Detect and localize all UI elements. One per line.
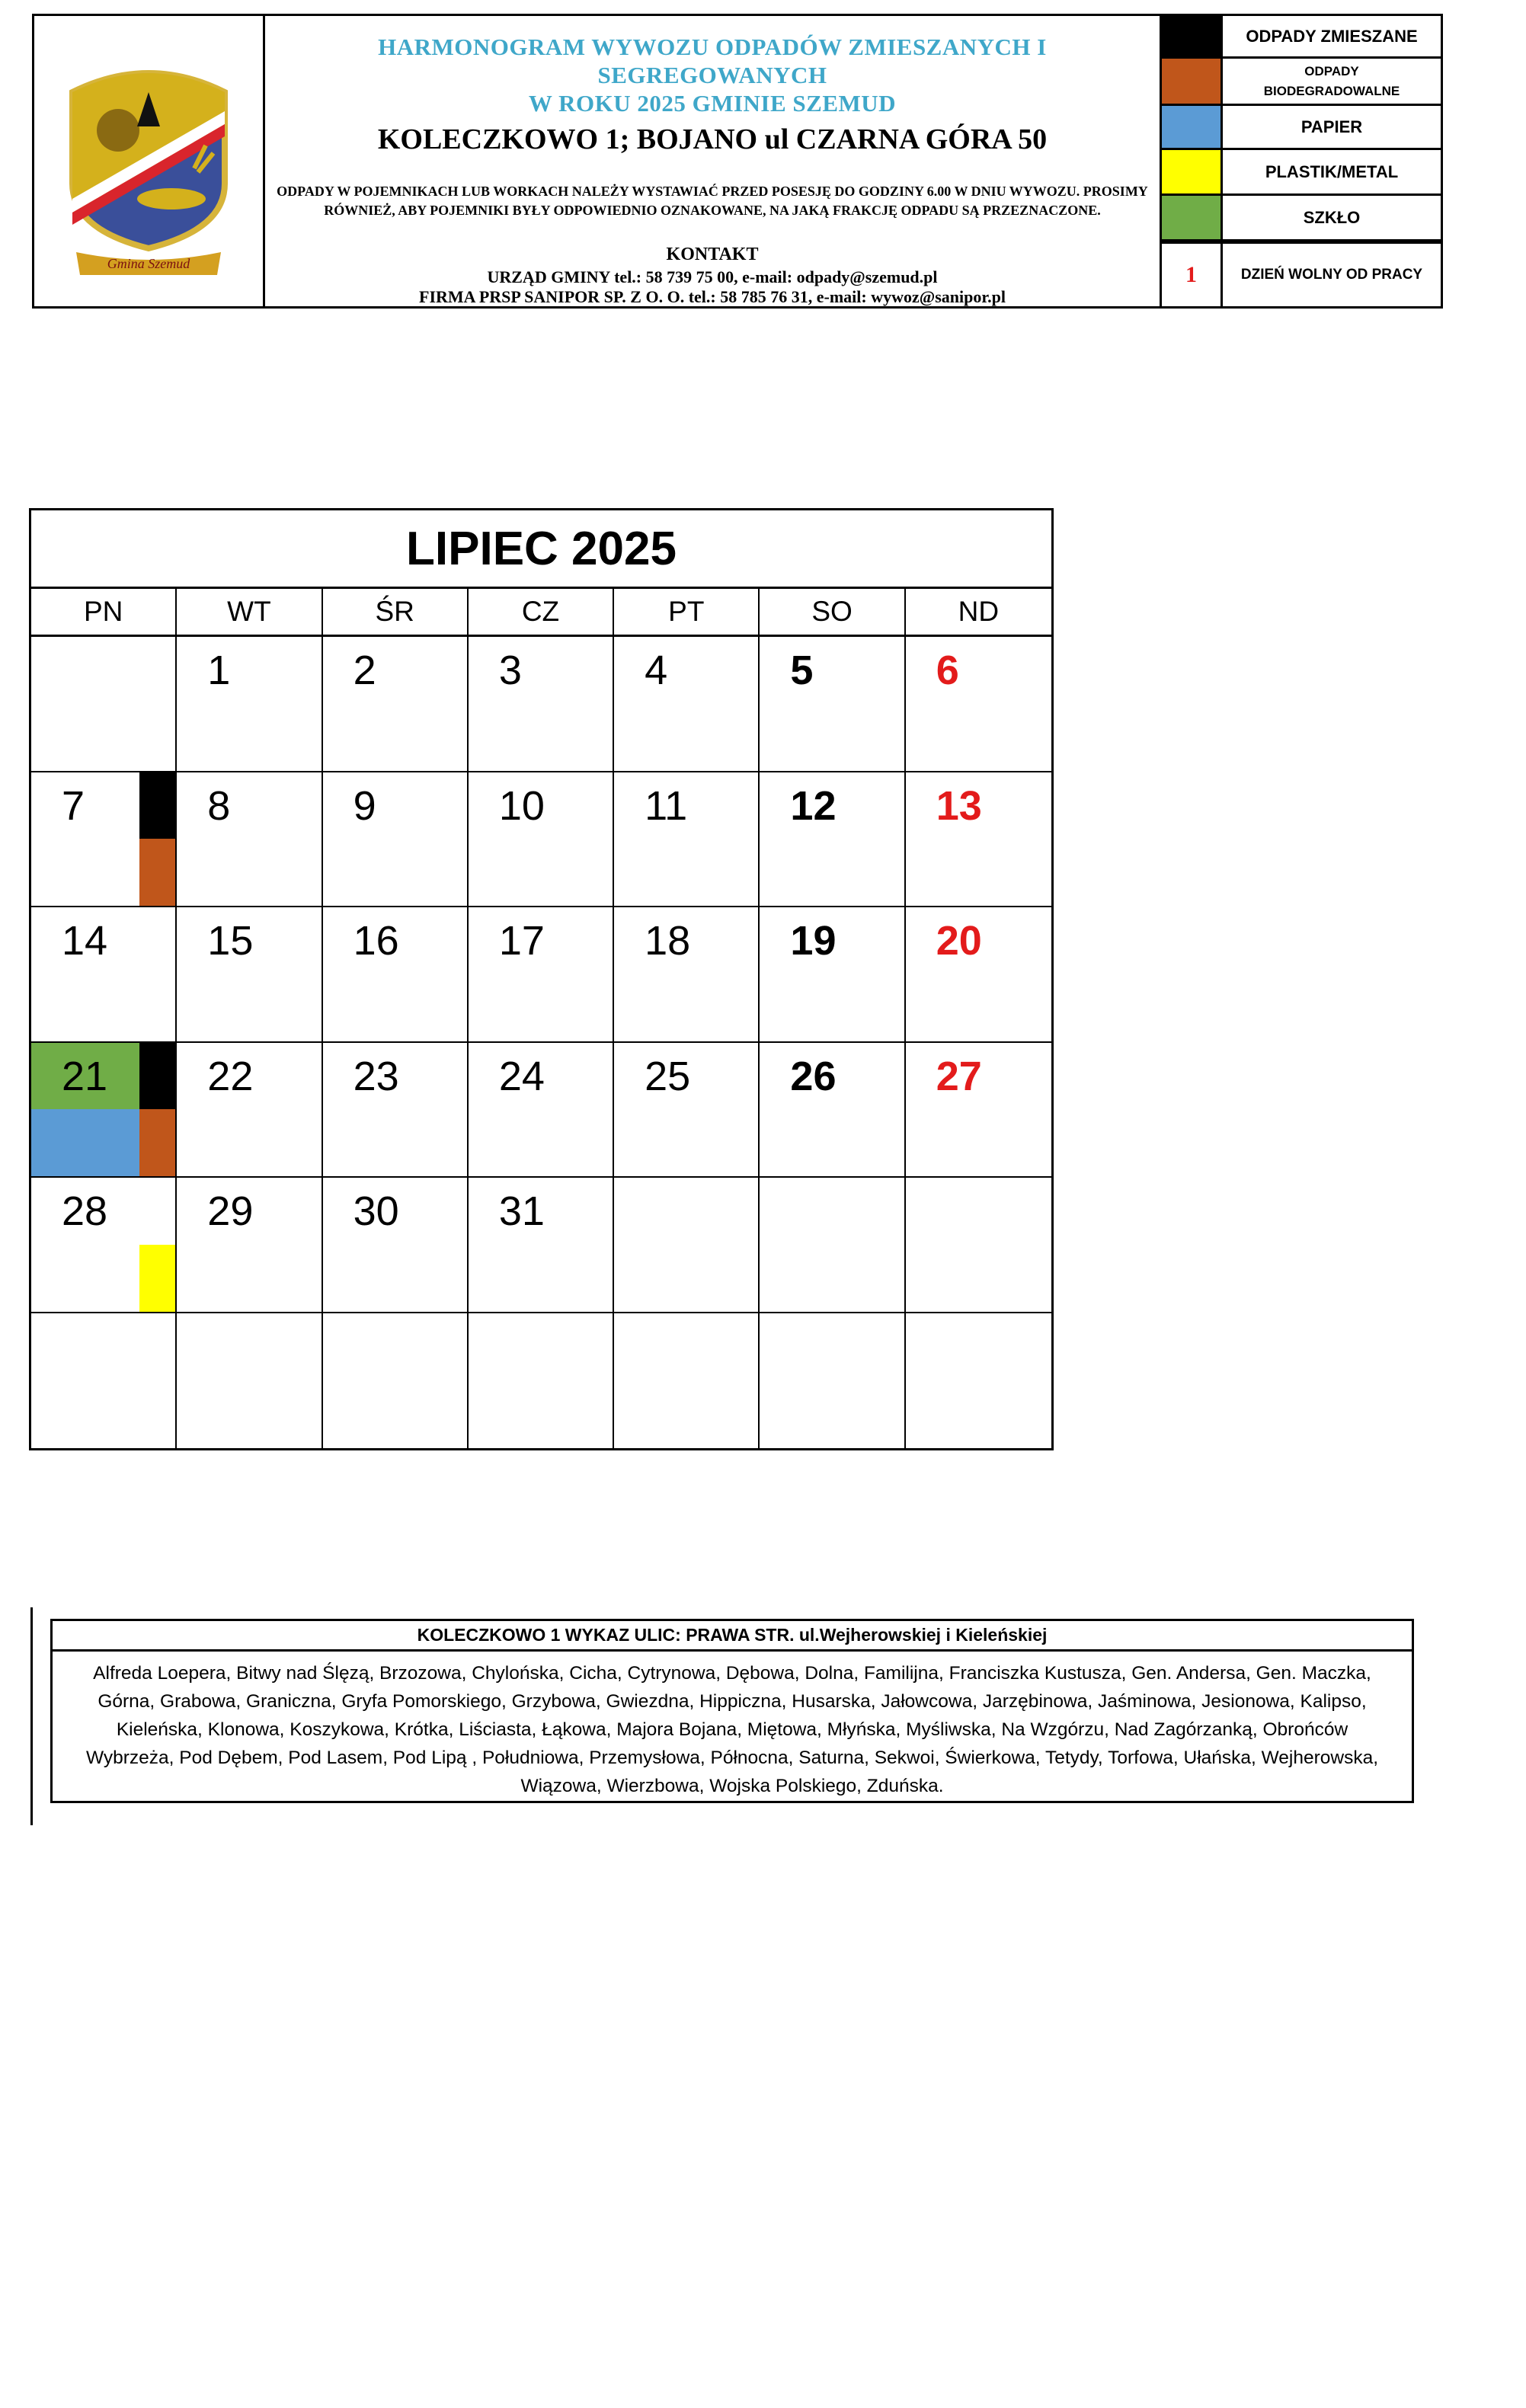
logo-banner-text: Gmina Szemud [107, 256, 190, 271]
day-number: 8 [207, 782, 231, 829]
calendar-day-cell [469, 907, 614, 1043]
calendar-day-cell [31, 637, 177, 772]
calendar-day-cell [177, 1043, 322, 1178]
calendar-day-cell [906, 637, 1051, 772]
calendar-day-cell [760, 772, 905, 908]
calendar-day-cell [177, 907, 322, 1043]
legend-label: PLASTIK/METAL [1265, 161, 1399, 181]
day-number: 4 [645, 648, 668, 693]
calendar-day-cell [760, 1043, 905, 1178]
calendar-day-cell [760, 907, 905, 1043]
gmina-szemud-coat-of-arms [57, 39, 240, 275]
calendar-day-cell [760, 637, 905, 772]
weekday-header [31, 589, 1051, 637]
calendar-day-cell [323, 1043, 469, 1178]
bio-collection-mark [139, 1109, 175, 1176]
legend-row [1162, 16, 1441, 59]
title-cell [265, 16, 1162, 306]
calendar-day-cell [469, 772, 614, 908]
location-title: KOLECZKOWO 1; BOJANO ul CZARNA GÓRA 50 [377, 123, 1048, 155]
legend-label: SZKŁO [1303, 207, 1361, 227]
calendar-day-cell [177, 1313, 322, 1449]
calendar-day-cell [614, 637, 760, 772]
legend-swatch-paper [1162, 106, 1223, 148]
calendar-day-cell [760, 1313, 905, 1449]
calendar-day-cell [614, 772, 760, 908]
legend-swatch-mixed [1162, 16, 1223, 56]
day-number: 28 [62, 1188, 108, 1234]
day-number: 31 [498, 1188, 545, 1234]
calendar-day-cell [614, 1043, 760, 1178]
legend-row [1162, 106, 1441, 150]
calendar-day-cell [177, 772, 322, 908]
schedule-title-line1: HARMONOGRAM WYWOZU ODPADÓW ZMIESZANYCH I SEGREGOWANYCH [378, 34, 1047, 88]
calendar-day-cell [323, 907, 469, 1043]
weekday-label: ŚR [323, 589, 469, 635]
contact-office: URZĄD GMINY tel.: 58 739 75 00, e-mail: odpady@szemud.pl [487, 267, 938, 286]
streets-left-frame [30, 1607, 50, 1825]
calendar-day-cell [906, 1043, 1051, 1178]
day-number: 24 [498, 1053, 545, 1099]
calendar-day-cell [31, 1313, 177, 1449]
legend-swatch-bio [1162, 59, 1223, 104]
calendar-day-cell [323, 772, 469, 908]
weekday-label: WT [177, 589, 322, 635]
day-number: 7 [62, 782, 85, 829]
legend-label: ODPADY ZMIESZANE [1246, 26, 1418, 46]
calendar-day-cell [906, 1178, 1051, 1313]
day-number: 13 [936, 782, 982, 829]
day-number: 23 [353, 1053, 399, 1099]
legend-holiday-marker: 1 [1162, 244, 1223, 306]
weekday-label: SO [760, 589, 905, 635]
calendar-day-cell [906, 772, 1051, 908]
calendar-day-cell [31, 907, 177, 1043]
calendar-day-cell [323, 1313, 469, 1449]
calendar-grid [31, 637, 1051, 1448]
instruction-note: ODPADY W POJEMNIKACH LUB WORKACH NALEŻY WYSTAWIAĆ PRZED POSESJĘ DO GODZINY 6.00 W DNIU WYWOZU. PROSIMY RÓWNIEŻ, ABY POJEMNIKI BYŁY ODPOWIEDNIO OZNAKOWANE, NA JAKĄ FRAKCJĘ ODPADU SĄ PRZEZNACZONE. [277, 184, 1148, 218]
day-number: 21 [62, 1053, 108, 1099]
day-number: 27 [936, 1053, 982, 1099]
weekday-label: CZ [469, 589, 614, 635]
calendar-day-cell [323, 637, 469, 772]
calendar-day-cell [614, 1178, 760, 1313]
mixed-collection-mark [139, 1043, 175, 1110]
day-number: 19 [790, 918, 837, 964]
calendar-day-cell [177, 1178, 322, 1313]
legend [1162, 16, 1441, 306]
logo-cell [34, 16, 265, 306]
legend-label: DZIEŃ WOLNY OD PRACY [1240, 267, 1423, 283]
streets-list: Alfreda Loepera, Bitwy nad Ślęzą, Brzozowa, Chylońska, Cicha, Cytrynowa, Dębowa, Dolna, Familijna, Franciszka Kustusza, Gen. Andersa, Gen. Maczka, Górna, Grabowa, Graniczna, Gryfa Pomorskiego, Grzybowa, Gwiezdna, Hippiczna, Husarska, Jałowcowa, Jarzębinowa, Jaśminowa, Jesionowa, Kalipso, Kieleńska, Klonowa, Koszykowa, Krótka, Liściasta, Łąkowa, Majora Bojana, Miętowa, Młyńska, Myśliwska, Na Wzgórzu, Nad Zagórzanką, Obrońców Wybrzeża, Pod Dębem, Pod Lasem, Pod Lipą , Południowa, Przemysłowa, Północna, Saturna, Sekwoi, Świerkowa, Tetydy, Torfowa, Ułańska, Wejherowska, Wiązowa, Wierzbowa, Wojska Polskiego, Zduńska. [85, 1663, 1379, 1796]
day-number: 20 [936, 918, 982, 964]
paper-collection-mark [31, 1109, 139, 1176]
bio-collection-mark [139, 839, 175, 906]
day-number: 9 [353, 782, 376, 829]
calendar-day-cell [177, 637, 322, 772]
contact-heading: KONTAKT [666, 245, 759, 264]
schedule-title-line2: W ROKU 2025 GMINIE SZEMUD [528, 90, 897, 117]
weekday-label: ND [958, 596, 1000, 627]
legend-swatch-plastic [1162, 150, 1223, 193]
day-number: 1 [207, 648, 231, 693]
calendar-day-cell [469, 637, 614, 772]
legend-row [1162, 150, 1441, 196]
day-number: 12 [790, 782, 837, 829]
weekday-label: PT [614, 589, 760, 635]
legend-swatch-glass [1162, 196, 1223, 239]
day-number: 11 [645, 782, 688, 829]
legend-row [1162, 241, 1441, 306]
day-number: 15 [207, 918, 254, 964]
calendar-day-cell [323, 1178, 469, 1313]
day-number: 5 [790, 648, 814, 693]
day-number: 6 [936, 648, 959, 693]
calendar-day-cell [614, 1313, 760, 1449]
day-number: 3 [498, 648, 522, 693]
calendar-day-cell [906, 907, 1051, 1043]
streets-box [50, 1619, 1414, 1803]
calendar-day-cell [31, 1043, 177, 1178]
calendar-day-cell [469, 1313, 614, 1449]
legend-row [1162, 59, 1441, 106]
plastic-collection-mark [139, 1245, 175, 1312]
day-number: 17 [498, 918, 545, 964]
calendar-title: LIPIEC 2025 [31, 510, 1051, 589]
streets-heading: KOLECZKOWO 1 WYKAZ ULIC: PRAWA STR. ul.Wejherowskiej i Kieleńskiej [53, 1621, 1412, 1652]
day-number: 25 [645, 1053, 691, 1099]
legend-row [1162, 196, 1441, 241]
legend-label: ODPADY BIODEGRADOWALNE [1263, 63, 1400, 98]
calendar-day-cell [31, 772, 177, 908]
calendar-day-cell [469, 1043, 614, 1178]
day-number: 29 [207, 1188, 254, 1234]
mixed-collection-mark [139, 772, 175, 839]
day-number: 22 [207, 1053, 254, 1099]
contact-company: FIRMA PRSP SANIPOR SP. Z O. O. tel.: 58 785 76 31, e-mail: wywoz@sanipor.pl [419, 287, 1006, 306]
schedule-title [265, 33, 1160, 117]
calendar-day-cell [469, 1178, 614, 1313]
day-number: 26 [790, 1053, 837, 1099]
weekday-label: PN [31, 589, 177, 635]
calendar-day-cell [614, 907, 760, 1043]
day-number: 16 [353, 918, 399, 964]
calendar-day-cell [31, 1178, 177, 1313]
header-table [32, 14, 1443, 309]
day-number: 10 [498, 782, 545, 829]
calendar-july-2025 [29, 508, 1054, 1450]
day-number: 14 [62, 918, 108, 964]
calendar-day-cell [906, 1313, 1051, 1449]
day-number: 18 [645, 918, 691, 964]
calendar-day-cell [760, 1178, 905, 1313]
day-number: 30 [353, 1188, 399, 1234]
legend-label: PAPIER [1300, 117, 1363, 136]
day-number: 2 [353, 648, 376, 693]
